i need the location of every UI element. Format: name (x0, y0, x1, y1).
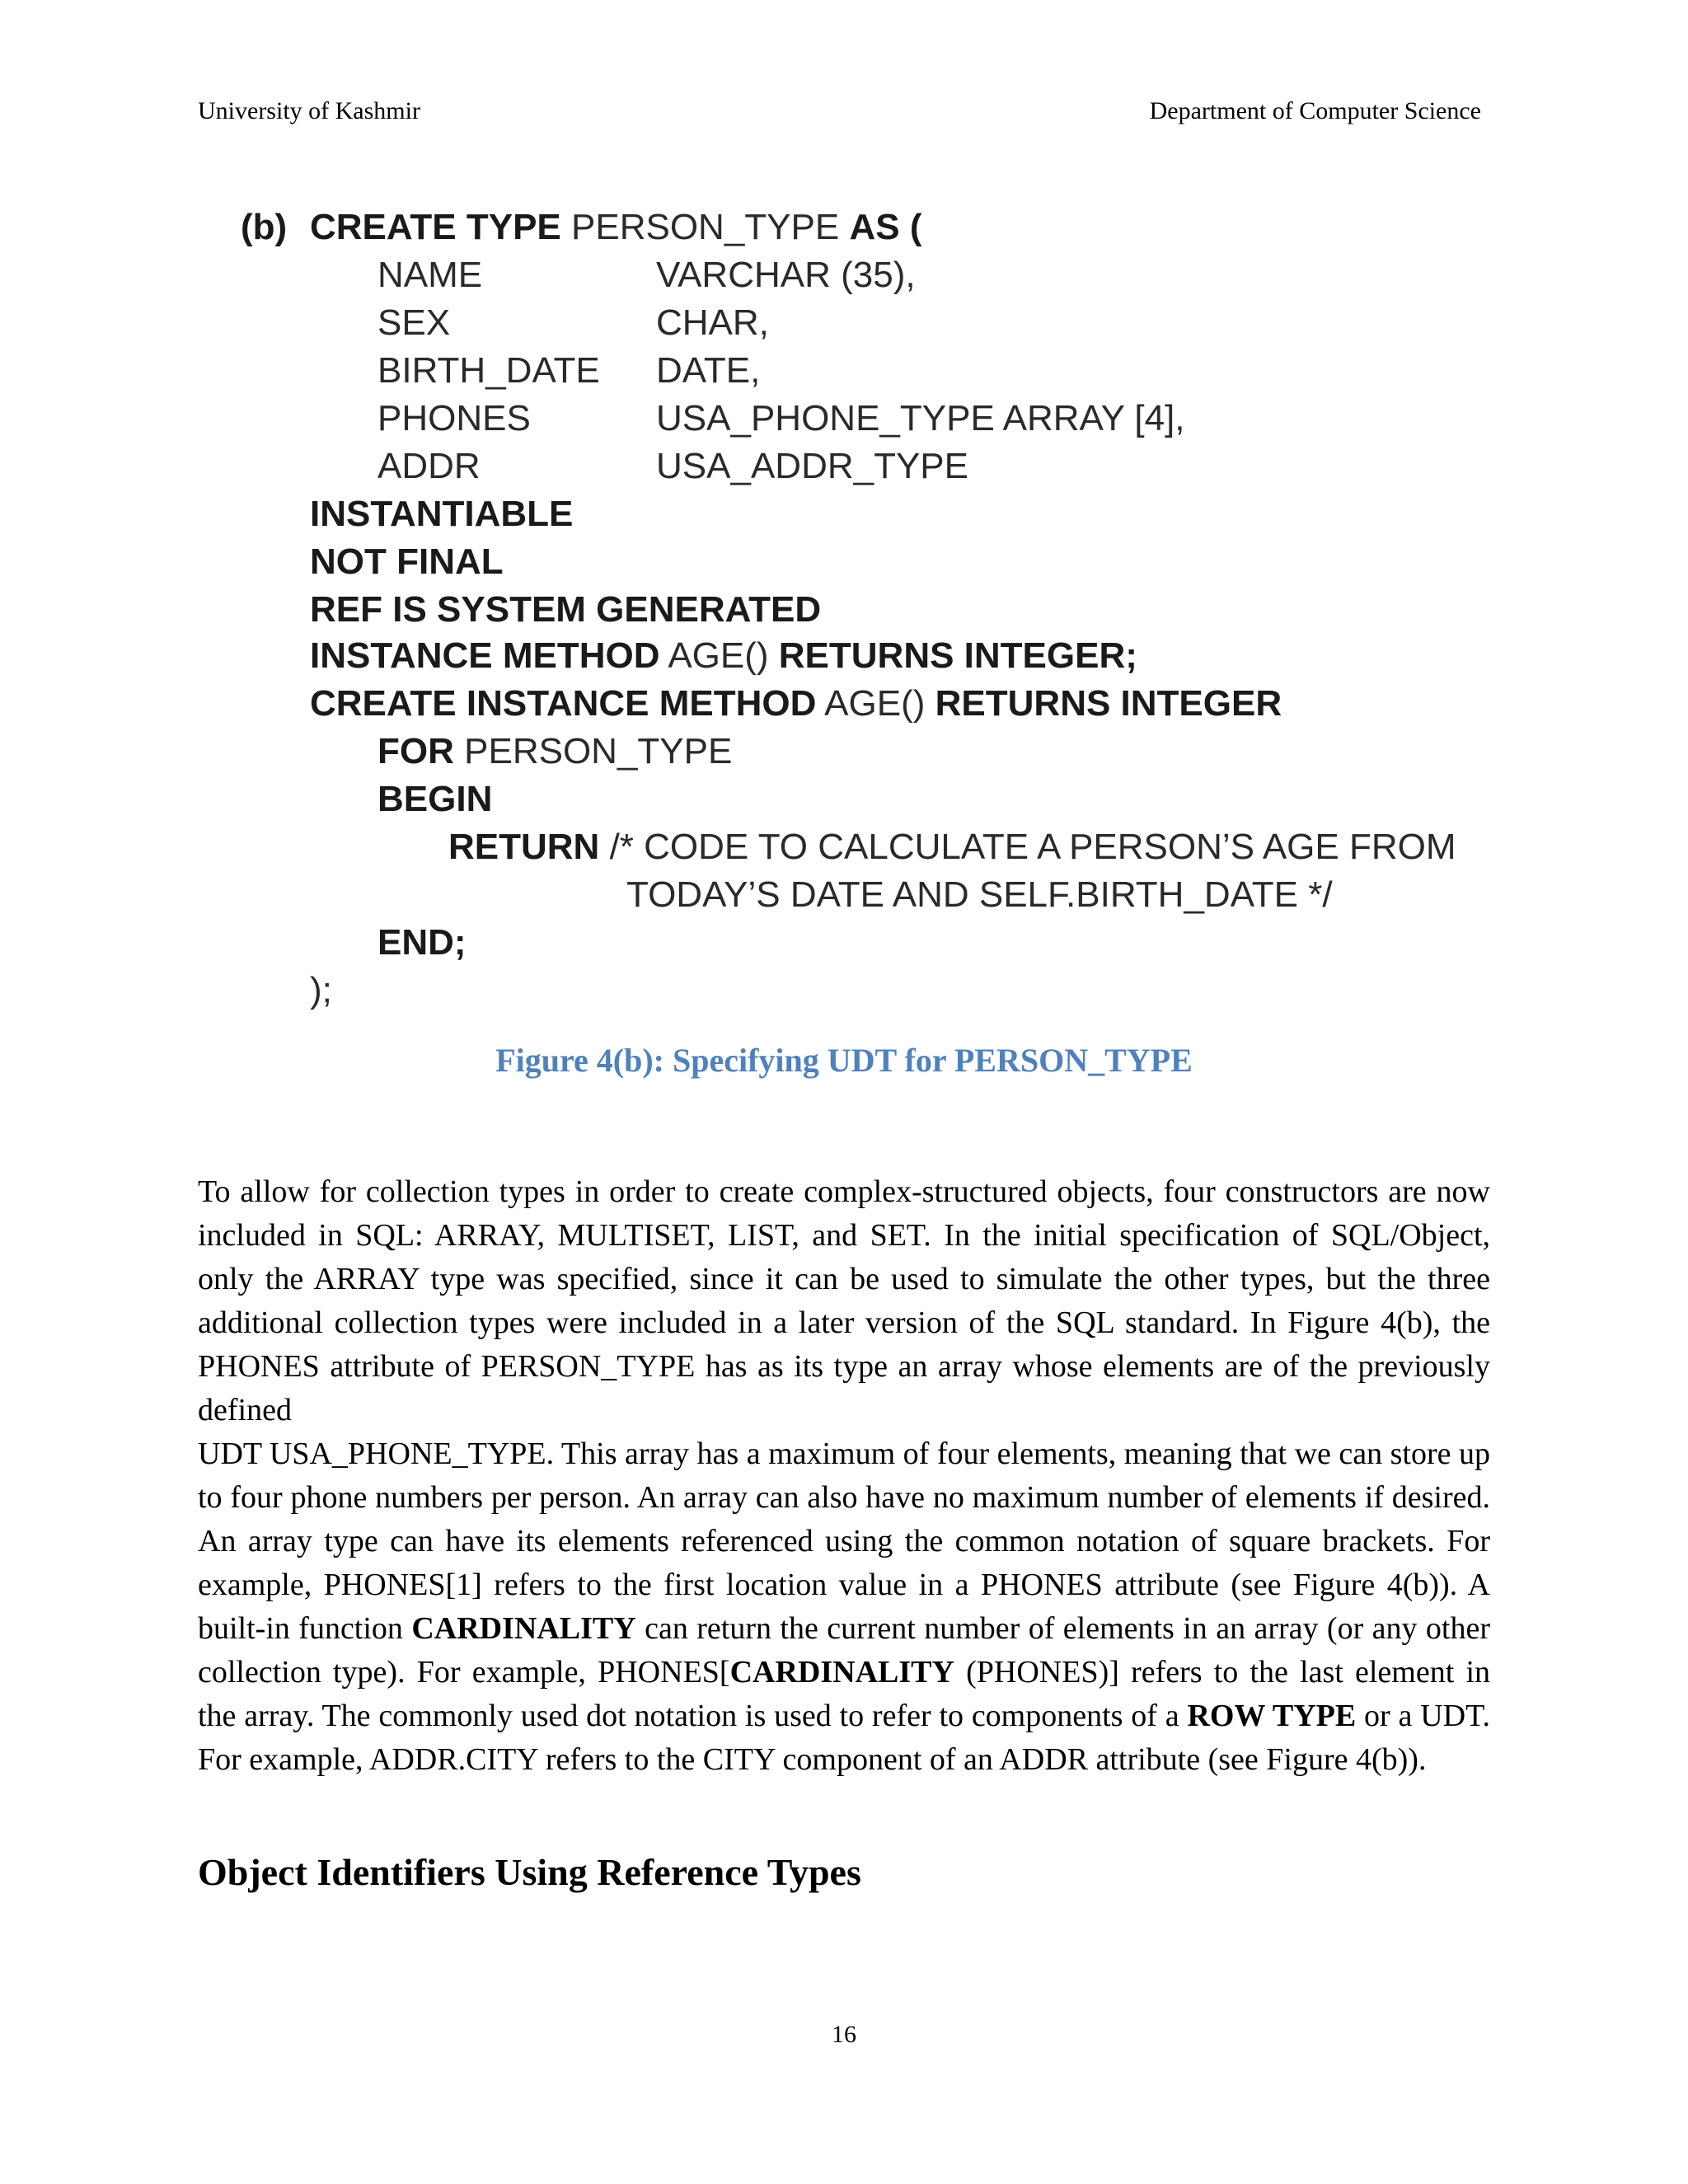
code-keyword: INSTANTIABLE (310, 494, 574, 534)
code-keyword: INSTANCE METHOD (310, 635, 660, 676)
code-line-close: ); (310, 970, 332, 1010)
bold-term: CARDINALITY (729, 1655, 954, 1690)
text-run: or a UDT. For example, ADDR.CITY refers to the CITY component of an ADDR attribute (see Figure 4(b)). (198, 1699, 1490, 1777)
code-line-instance-method (310, 635, 1137, 676)
code-keyword: NOT FINAL (310, 541, 504, 582)
code-keyword: AS ( (849, 207, 922, 247)
text-run: UDT USA_PHONE_TYPE. This array has a maximum of four elements, meaning that we can store up to four phone numbers per person. An array can also have no maximum number of elements if desired. An array type can have its elements referenced using the common notation of square brackets. For example, PHONES[1] refers to the first location value in a PHONES attribute (see Figure 4(b)). A built-in function (198, 1436, 1490, 1646)
code-attr-name: ADDR (377, 446, 481, 486)
code-method-name: AGE() (824, 683, 926, 724)
code-attr-name: PHONES (377, 398, 531, 438)
code-attr-type: USA_ADDR_TYPE (656, 446, 969, 486)
code-keyword: FOR (377, 731, 454, 771)
code-keyword: CREATE TYPE (310, 207, 561, 247)
code-line-instantiable (310, 496, 573, 532)
code-keyword: END; (377, 922, 467, 963)
code-line-not-final (310, 541, 504, 582)
section-heading: Object Identifiers Using Reference Types (198, 1851, 861, 1893)
text-run: (PHONES)] refers to the last element in the array. The commonly used dot notation is used to refer to components of a (198, 1655, 1490, 1733)
code-attr-type: USA_PHONE_TYPE ARRAY [4], (656, 398, 1185, 438)
code-keyword: RETURNS INTEGER; (778, 635, 1137, 676)
code-line-return (448, 829, 1456, 865)
code-type-name: PERSON_TYPE (571, 207, 840, 247)
code-type-name: PERSON_TYPE (464, 731, 733, 771)
bold-term: ROW TYPE (1187, 1699, 1357, 1733)
page-number: 16 (832, 2021, 856, 2048)
code-attr-type: DATE, (656, 350, 761, 391)
code-keyword: RETURN (448, 827, 600, 867)
bold-term: CARDINALITY (411, 1611, 636, 1646)
code-keyword: REF IS SYSTEM GENERATED (310, 589, 822, 630)
text-run: can return the current number of elements in an array (or any other collection type). For example, PHONES[ (198, 1611, 1490, 1690)
code-method-name: AGE() (668, 635, 769, 676)
code-line-for (377, 733, 732, 770)
code-comment-continuation: TODAY’S DATE AND SELF.BIRTH_DATE */ (626, 874, 1333, 915)
code-line-create-type (241, 209, 287, 246)
paragraph: To allow for collection types in order to create complex-structured objects, four constructors are now included in SQL: ARRAY, MULTISET, LIST, and SET. In the initial specification of SQL/Object, only the ARRAY type was specified, since it can be used to simulate the other types, but the three additional collection types were included in a later version of the SQL standard. In Figure 4(b), the PHONES attribute of PERSON_TYPE has as its type an array whose elements are of the previously defined (198, 1174, 1490, 1427)
code-keyword: RETURNS INTEGER (935, 683, 1282, 724)
figure-label: (b) (241, 207, 288, 247)
code-line-end (377, 922, 467, 963)
code-line-begin (377, 781, 492, 818)
header-department: Department of Computer Science (1149, 97, 1481, 124)
code-keyword: BEGIN (377, 779, 493, 819)
code-line-ref-is (310, 589, 822, 630)
code-attr-name: NAME (377, 255, 483, 295)
code-attr-type: CHAR, (656, 302, 769, 343)
code-attr-type: VARCHAR (35), (656, 255, 916, 295)
code-keyword: CREATE INSTANCE METHOD (310, 683, 817, 724)
header-institution: University of Kashmir (198, 97, 420, 124)
paragraph (198, 1432, 1490, 1782)
code-comment: /* CODE TO CALCULATE A PERSON’S AGE FROM (609, 827, 1456, 867)
body-text (198, 1170, 1490, 1782)
code-line-create-type-body (310, 209, 921, 246)
code-attr-name: SEX (377, 302, 451, 343)
code-attr-name: BIRTH_DATE (377, 350, 600, 391)
code-line-create-instance-method (310, 683, 1282, 724)
figure-caption: Figure 4(b): Specifying UDT for PERSON_TYPE (495, 1042, 1193, 1079)
